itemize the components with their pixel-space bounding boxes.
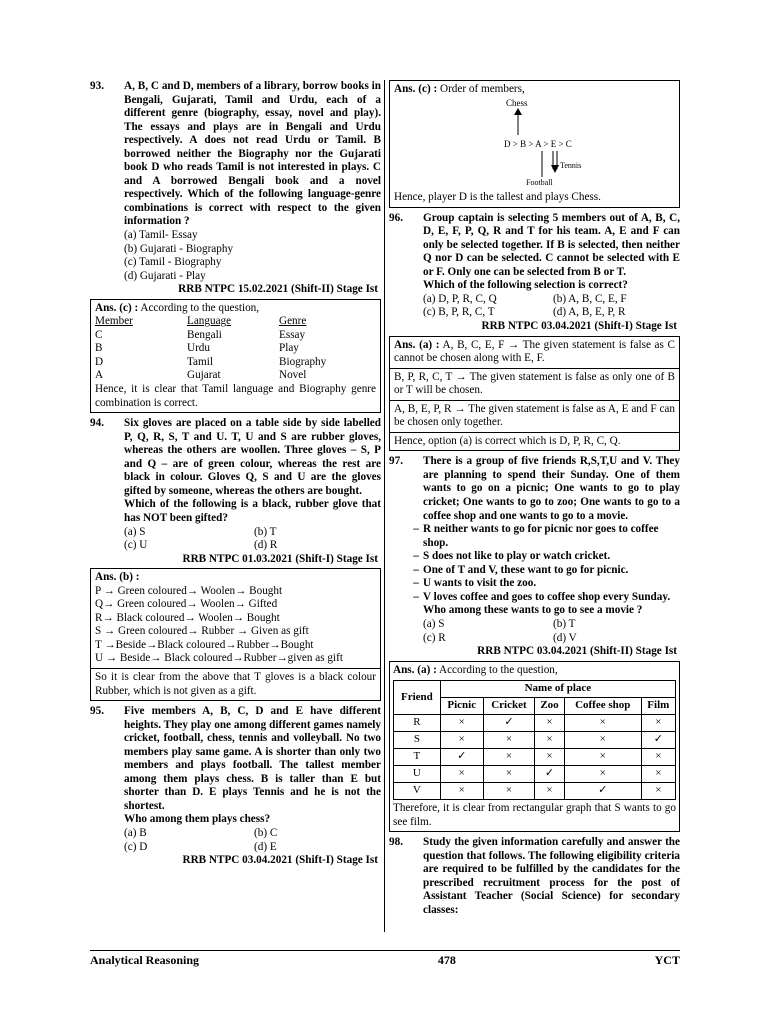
answer-separator <box>390 368 679 369</box>
cell: ✓ <box>641 732 675 749</box>
answer-line: A, B, C, E, F → The given statement is false as C cannot be chosen along with E, F. <box>394 338 675 365</box>
cell: × <box>641 783 675 800</box>
option: (d) R <box>254 539 278 552</box>
cell: × <box>483 766 534 783</box>
option: (c) Tamil - Biography <box>124 256 222 269</box>
header-member: Member <box>95 315 133 328</box>
cell: Play <box>279 342 299 355</box>
question-95 <box>90 705 381 827</box>
col-header: Cricket <box>483 698 534 715</box>
question-body <box>423 212 680 293</box>
cell: ✓ <box>483 715 534 732</box>
answer-conclusion: So it is clear from the above that T gloves is a black colour Rubber, which is not given as a gift. <box>95 670 376 697</box>
table-row <box>95 356 376 370</box>
question-98 <box>389 836 680 917</box>
answer-label: Ans. (c) : <box>95 301 139 314</box>
option: (d) V <box>553 631 577 644</box>
cell: × <box>535 715 565 732</box>
option: (a) B <box>124 826 147 839</box>
condition-text: S does not like to play or watch cricket. <box>423 550 611 563</box>
col-header: Coffee shop <box>564 698 641 715</box>
friend-header: Friend <box>394 681 441 715</box>
cell: × <box>564 715 641 732</box>
question-number: 95. <box>90 705 104 718</box>
row-name: T <box>394 749 441 766</box>
option: (c) R <box>423 631 446 644</box>
answer-conclusion: Hence, player D is the tallest and plays Chess. <box>394 191 601 204</box>
answer-conclusion: Hence, option (a) is correct which is D, P, R, C, Q. <box>394 434 621 447</box>
row-name: U <box>394 766 441 783</box>
height-order-diagram <box>394 97 674 187</box>
column-divider <box>384 80 385 932</box>
col-header: Picnic <box>440 698 483 715</box>
conditions-list <box>389 523 680 604</box>
footer-subject: Analytical Reasoning <box>90 953 200 967</box>
cell: × <box>440 732 483 749</box>
diagram-order-label: D > B > A > E > C <box>504 138 572 149</box>
answer-93 <box>90 299 381 413</box>
cell: × <box>641 715 675 732</box>
cell: B <box>95 342 103 355</box>
list-item: – S does not like to play or watch cricket. <box>409 550 680 564</box>
cell: Gujarat <box>187 369 221 382</box>
col-header: Film <box>641 698 675 715</box>
option: (b) Gujarati - Biography <box>124 242 234 255</box>
list-item: – R neither wants to go for picnic nor goes to coffee shop. <box>409 523 680 550</box>
answer-94 <box>90 568 381 701</box>
option: (a) D, P, R, C, Q <box>423 292 497 305</box>
exam-source: RRB NTPC 03.04.2021 (Shift-II) Stage Ist <box>477 645 677 658</box>
cell: × <box>535 732 565 749</box>
answer-label: Ans. (b) : <box>95 571 140 584</box>
arrow-down-head <box>551 165 559 173</box>
question-body <box>124 705 381 827</box>
question-94 <box>90 417 381 525</box>
answer-intro: According to the question, <box>140 301 260 314</box>
answer-table-header <box>95 315 376 329</box>
table-row <box>394 715 676 732</box>
cell: A <box>95 369 104 382</box>
cell: D <box>95 355 104 368</box>
cell: × <box>440 715 483 732</box>
cell: Urdu <box>187 342 210 355</box>
cell: × <box>483 732 534 749</box>
row-name: S <box>394 732 441 749</box>
options-97 <box>389 618 680 645</box>
cell: C <box>95 328 103 341</box>
left-column <box>90 80 381 868</box>
list-item: – One of T and V, these want to go for picnic. <box>409 564 680 578</box>
table-row <box>394 766 676 783</box>
list-item: – V loves coffee and goes to coffee shop every Sunday. <box>409 591 680 605</box>
option: (b) A, B, C, E, F <box>553 292 627 305</box>
question-text: Five members A, B, C, D and E have different heights. They play one among different games namely cricket, football, chess, tennis and volleyball. No two members play same game. A is shorter than only two members and plays football. The tallest member among them plays chess. B is taller than E but shorter than D. E plays Tennis and he is not the shortest. <box>124 705 381 812</box>
answer-line: T →Beside→Black coloured→Rubber→Bought <box>95 638 314 651</box>
cell: × <box>564 749 641 766</box>
diagram-chess-label: Chess <box>506 97 528 108</box>
question-text: A, B, C and D, members of a library, borrow books in Bengali, Gujarati, Tamil and Urdu, each of a different genre (biography, essay, novel and play). The essays and plays are in Bengali and Urdu respectively. A does not read Urdu or Tamil. B borrowed neither the Biography nor the Gujarati book D who reads Tamil is not interested in plays. C and A borrowed Bengali book and a novel respectively. Which of the following language-genre combinations is correct with respect to the given information ? <box>124 80 381 228</box>
condition-text: One of T and V, these want to go for picnic. <box>423 563 629 576</box>
cell: × <box>440 783 483 800</box>
cell: × <box>440 766 483 783</box>
list-item: – U wants to visit the zoo. <box>409 577 680 591</box>
cell: × <box>483 783 534 800</box>
options-96 <box>389 293 680 320</box>
question-text: Group captain is selecting 5 members out of A, B, C, D, E, F, P, Q, R and T for his team. A, E and F can only be selected together. If B is selected, then neither Q nor D can be selected. C cannot be selected with E or F. Only one can be selected from B or T. <box>423 211 680 278</box>
option: (c) U <box>124 539 148 552</box>
option: (a) S <box>124 525 146 538</box>
cell: Essay <box>279 328 306 341</box>
option: (a) S <box>423 617 445 630</box>
options-94 <box>90 526 381 553</box>
cell: × <box>564 732 641 749</box>
exam-source: RRB NTPC 01.03.2021 (Shift-I) Stage Ist <box>182 552 378 565</box>
option: (a) Tamil- Essay <box>124 229 198 242</box>
table-row <box>394 732 676 749</box>
place-header: Name of place <box>440 681 675 698</box>
diagram-football-label: Football <box>526 177 553 187</box>
arrow-up-head <box>514 108 522 115</box>
option: (d) A, B, E, P, R <box>553 306 626 319</box>
question-93 <box>90 80 381 229</box>
answer-line: A, B, E, P, R → The given statement is false as A, E and F can be chosen only together. <box>394 402 675 429</box>
cell: ✓ <box>535 766 565 783</box>
answer-line: U → Beside→ Black coloured→Rubber→given as gift <box>95 652 343 665</box>
row-name: R <box>394 715 441 732</box>
col-header: Zoo <box>535 698 565 715</box>
answer-line: Q→ Green coloured→ Woolen→ Gifted <box>95 598 278 611</box>
answer-separator <box>390 432 679 433</box>
cell: Tamil <box>187 355 213 368</box>
question-prompt: Who among them plays chess? <box>124 813 271 826</box>
cell: Biography <box>279 355 327 368</box>
question-number: 98. <box>389 836 403 849</box>
answer-separator <box>390 400 679 401</box>
question-prompt: Which of the following selection is correct? <box>423 279 628 292</box>
right-column <box>389 80 680 918</box>
answer-conclusion: Therefore, it is clear from rectangular graph that S wants to go see film. <box>393 802 676 828</box>
exam-source: RRB NTPC 03.04.2021 (Shift-I) Stage Ist <box>481 320 677 333</box>
question-number: 97. <box>389 455 403 468</box>
question-97 <box>389 455 680 523</box>
table-row <box>95 369 376 383</box>
answer-line: B, P, R, C, T → The given statement is false as only one of B or T will be chosen. <box>394 370 675 397</box>
condition-text: V loves coffee and goes to coffee shop every Sunday. <box>423 590 671 603</box>
cell: ✓ <box>564 783 641 800</box>
cell: × <box>535 749 565 766</box>
option: (d) Gujarati - Play <box>124 269 206 282</box>
question-number: 94. <box>90 417 104 430</box>
condition-text: R neither wants to go for picnic nor goes to coffee shop. <box>423 523 659 549</box>
answer-label: Ans. (c) : <box>394 83 438 95</box>
question-number: 96. <box>389 211 403 224</box>
question-prompt: Who among these wants to go to see a movie ? <box>423 604 643 617</box>
cell: × <box>535 783 565 800</box>
friends-table <box>393 680 676 800</box>
cell: Bengali <box>187 328 222 341</box>
option: (d) E <box>254 840 277 853</box>
answer-line: S → Green coloured→ Rubber → Given as gift <box>95 625 309 638</box>
question-text: Study the given information carefully and answer the question that follows. The following eligibility criteria are required to be fulfilled by the candidates for the prescribed recruitment process for the post of Assistant Teacher (Social Science) for secondary classes: <box>423 836 680 916</box>
header-genre: Genre <box>279 315 307 328</box>
answer-96 <box>389 336 680 452</box>
table-row <box>394 783 676 800</box>
question-text: There is a group of five friends R,S,T,U and V. They are planning to spend their Sunday. One of them wants to go on a picnic; One wants to go to play cricket; One wants to go to zoo; One wants to go to a coffee shop and one wants to go to a movie. <box>423 455 680 522</box>
exam-source: RRB NTPC 03.04.2021 (Shift-I) Stage Ist <box>182 854 378 867</box>
answer-intro: Order of members, <box>440 83 525 95</box>
question-number: 93. <box>90 80 104 92</box>
option: (b) T <box>553 617 576 630</box>
exam-source: RRB NTPC 15.02.2021 (Shift-II) Stage Ist <box>178 283 378 296</box>
header-language: Language <box>187 315 232 328</box>
option: (b) C <box>254 826 278 839</box>
options-95 <box>90 827 381 854</box>
cell: × <box>483 749 534 766</box>
condition-text: U wants to visit the zoo. <box>423 577 537 590</box>
table-header-row <box>394 681 676 698</box>
option: (c) D <box>124 840 148 853</box>
answer-separator <box>91 668 380 669</box>
cell: × <box>564 766 641 783</box>
answer-line: P → Green coloured→ Woolen→ Bought <box>95 584 283 597</box>
answer-95 <box>389 80 680 208</box>
answer-97 <box>389 661 680 833</box>
cell: × <box>641 766 675 783</box>
table-row <box>394 749 676 766</box>
table-row <box>95 329 376 343</box>
question-prompt: Which of the following is a black, rubber glove that has NOT been gifted? <box>124 498 381 524</box>
page-number: 478 <box>437 953 456 967</box>
question-text: Six gloves are placed on a table side by side labelled P, Q, R, S, T and U. T, U and S are rubber gloves, whereas the others are woollen. Three gloves – S, P and Q – are of green colour, whereas the rest are black in colour. Gloves Q, S and U are the gloves gifted by someone, whereas the others are bought. <box>124 417 381 497</box>
answer-conclusion: Hence, it is clear that Tamil language and Biography genre combination is correct. <box>95 383 376 409</box>
cell: ✓ <box>440 749 483 766</box>
answer-line: R→ Black coloured→ Woolen→ Bought <box>95 611 280 624</box>
cell: × <box>641 749 675 766</box>
question-body <box>124 417 381 525</box>
question-96 <box>389 212 680 293</box>
diagram-tennis-label: Tennis <box>560 160 582 170</box>
cell: Novel <box>279 369 307 382</box>
answer-label: Ans. (a) : <box>393 663 437 676</box>
row-name: V <box>394 783 441 800</box>
page-footer <box>90 950 680 968</box>
answer-intro: According to the question, <box>439 663 558 676</box>
option: (b) T <box>254 525 277 538</box>
answer-label: Ans. (a) : <box>394 338 440 351</box>
options-93 <box>90 229 381 283</box>
footer-brand: YCT <box>654 953 680 967</box>
option: (c) B, P, R, C, T <box>423 306 495 319</box>
table-row <box>95 342 376 356</box>
